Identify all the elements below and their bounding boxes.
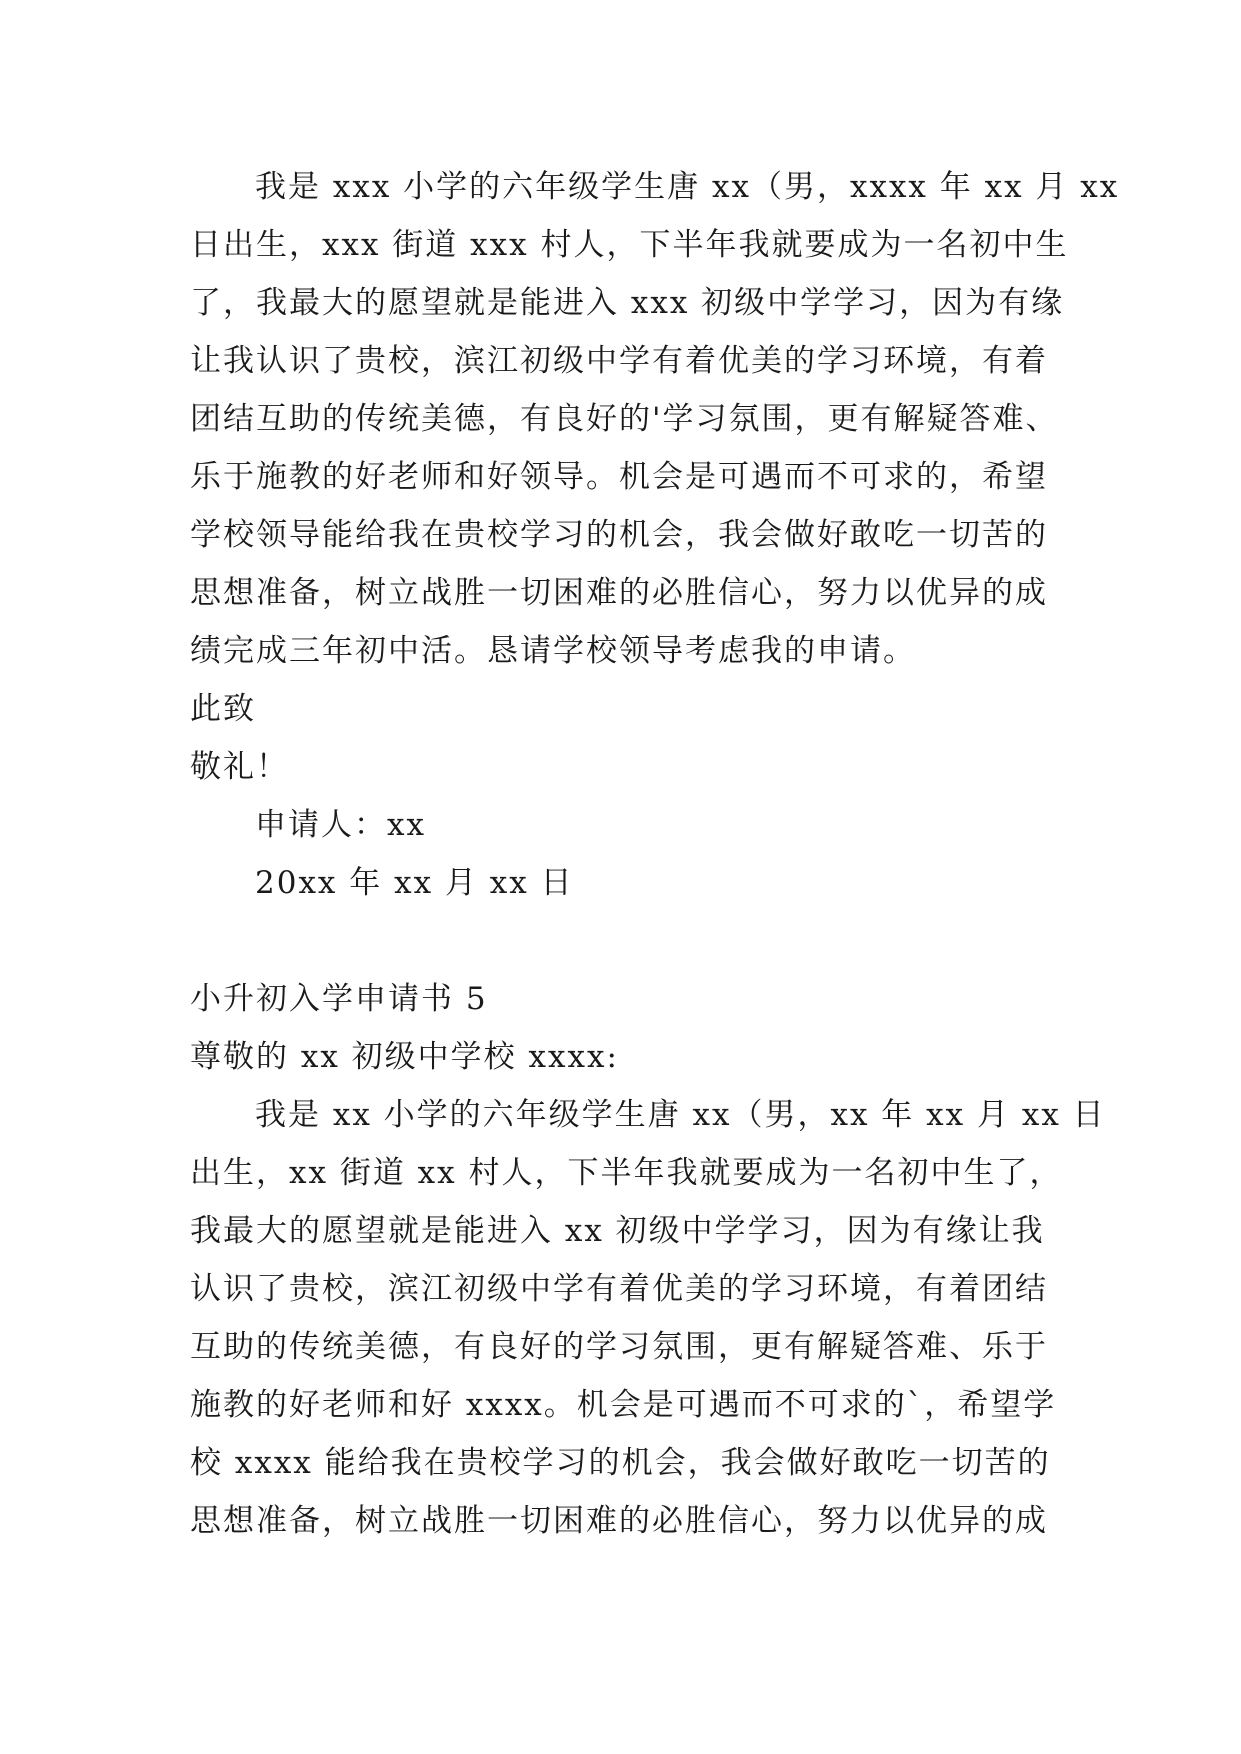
letter2-paragraph-line: 施教的好老师和好 xxxx。机会是可遇而不可求的`，希望学 (190, 1387, 1057, 1423)
letter1-paragraph-line: 绩完成三年初中活。恳请学校领导考虑我的申请。 (190, 633, 916, 669)
letter2-title: 小升初入学申请书 5 (190, 981, 488, 1017)
letter1-paragraph-line: 学校领导能给我在贵校学习的机会，我会做好敢吃一切苦的 (190, 517, 1048, 553)
letter2-paragraph-line: 互助的传统美德，有良好的学习氛围，更有解疑答难、乐于 (190, 1329, 1048, 1365)
letter-date: 20xx 年 xx 月 xx 日 (255, 865, 574, 901)
applicant-signature: 申请人：xx (255, 807, 426, 843)
closing-cizhi: 此致 (190, 691, 256, 727)
letter2-salutation: 尊敬的 xx 初级中学校 xxxx: (190, 1039, 619, 1075)
letter1-paragraph-line: 我是 xxx 小学的六年级学生唐 xx（男，xxxx 年 xx 月 xx (255, 169, 1120, 205)
letter1-paragraph-line: 思想准备，树立战胜一切困难的必胜信心，努力以优异的成 (190, 575, 1048, 611)
letter2-paragraph-line: 校 xxxx 能给我在贵校学习的机会，我会做好敢吃一切苦的 (190, 1445, 1051, 1481)
letter1-paragraph-line: 日出生，xxx 街道 xxx 村人，下半年我就要成为一名初中生 (190, 227, 1069, 263)
letter1-paragraph-line: 团结互助的传统美德，有良好的'学习氛围，更有解疑答难、 (190, 401, 1059, 437)
closing-jingli: 敬礼！ (190, 749, 289, 785)
letter1-paragraph-line: 让我认识了贵校，滨江初级中学有着优美的学习环境，有着 (190, 343, 1048, 379)
letter2-paragraph-line: 我最大的愿望就是能进入 xx 初级中学学习，因为有缘让我 (190, 1213, 1045, 1249)
letter1-paragraph-line: 乐于施教的好老师和好领导。机会是可遇而不可求的，希望 (190, 459, 1048, 495)
letter2-paragraph-line: 认识了贵校，滨江初级中学有着优美的学习环境，有着团结 (190, 1271, 1048, 1307)
letter2-paragraph-line: 思想准备，树立战胜一切困难的必胜信心，努力以优异的成 (190, 1503, 1048, 1539)
letter2-paragraph-line: 我是 xx 小学的六年级学生唐 xx（男，xx 年 xx 月 xx 日 (255, 1097, 1106, 1133)
letter2-paragraph-line: 出生，xx 街道 xx 村人，下半年我就要成为一名初中生了， (190, 1155, 1063, 1191)
letter1-paragraph-line: 了，我最大的愿望就是能进入 xxx 初级中学学习，因为有缘 (190, 285, 1065, 321)
